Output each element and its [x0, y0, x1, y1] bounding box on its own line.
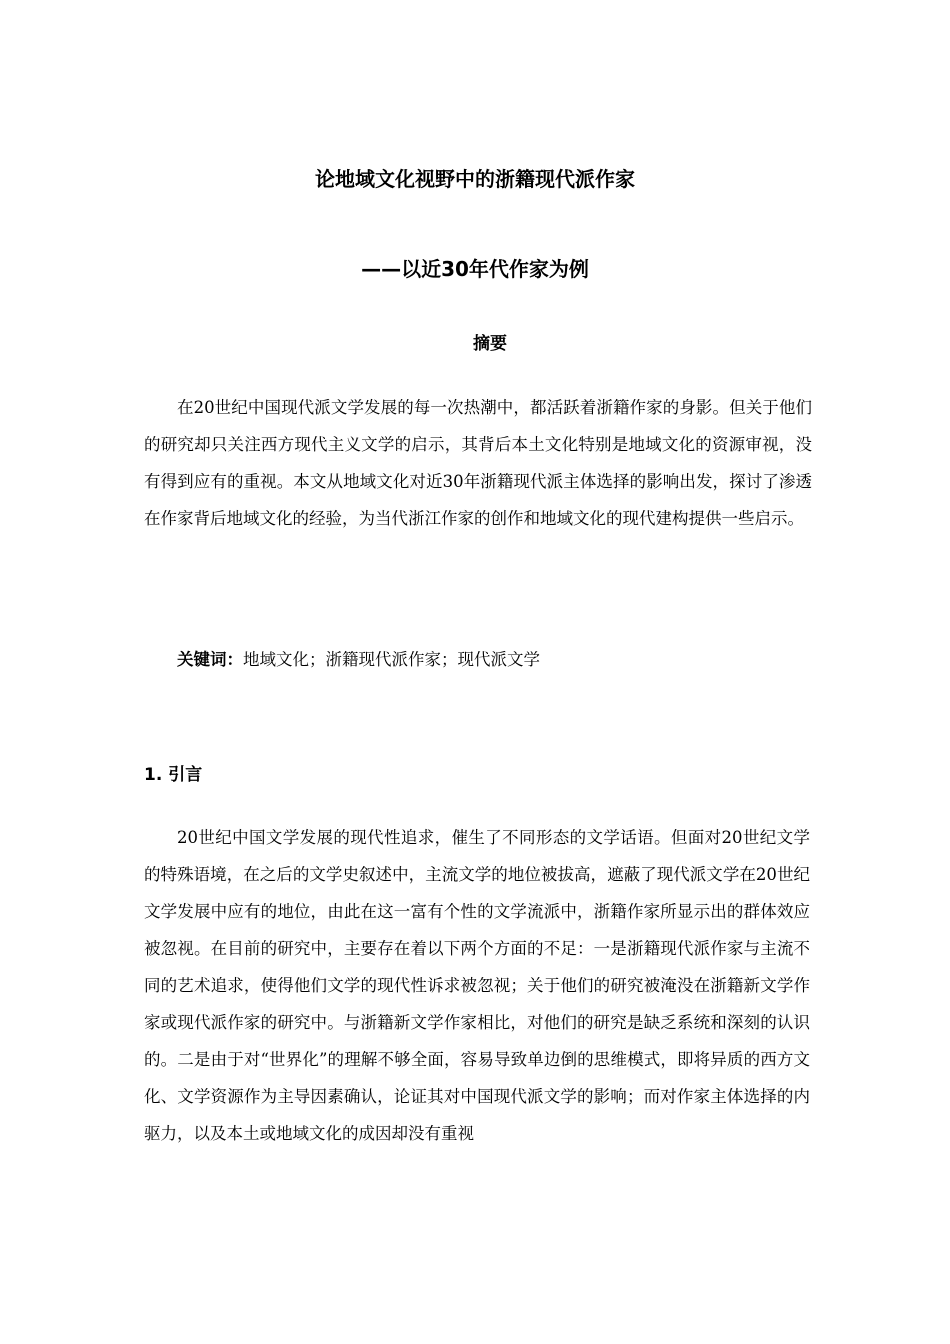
abstract-heading: 摘要 [473, 334, 507, 354]
abstract-paragraph: 在20世纪中国现代派文学发展的每一次热潮中，都活跃着浙籍作家的身影。但关于他们的研究却只关注西方现代主义文学的启示，其背后本土文化特别是地域文化的资源审视，没有得到应有的重视。本文从地域文化对近30年浙籍现代派主体选择的影响出发，探讨了渗透在作家背后地域文化的经验，为当代浙江作家的创作和地域文化的现代建构提供一些启示。 [144, 398, 812, 528]
introduction-paragraph: 20世纪中国文学发展的现代性追求，催生了不同形态的文学话语。但面对20世纪文学的特殊语境，在之后的文学史叙述中，主流文学的地位被拔高，遮蔽了现代派文学在20世纪文学发展中应有的地位，由此在这一富有个性的文学流派中，浙籍作家所显示出的群体效应被忽视。在目前的研究中，主要存在着以下两个方面的不足：一是浙籍现代派作家与主流不同的艺术追求，使得他们文学的现代性诉求被忽视；关于他们的研究被淹没在浙籍新文学作家或现代派作家的研究中。与浙籍新文学作家相比，对他们的研究是缺乏系统和深刻的认识的。二是由于对“世界化”的理解不够全面，容易导致单边倒的思维模式，即将异质的西方文化、文学资源作为主导因素确认，论证其对中国现代派文学的影响；而对作家主体选择的内驱力，以及本土或地域文化的成因却没有重视 [144, 828, 810, 1143]
keywords-label: 关键词： [177, 650, 243, 669]
keywords-text: 地域文化；浙籍现代派作家；现代派文学 [243, 650, 540, 669]
document-title: 论地域文化视野中的浙籍现代派作家 [315, 167, 635, 191]
section-heading-introduction: 1. 引言 [144, 765, 203, 785]
keywords-line [177, 648, 540, 672]
document-subtitle: ——以近30年代作家为例 [361, 257, 589, 281]
